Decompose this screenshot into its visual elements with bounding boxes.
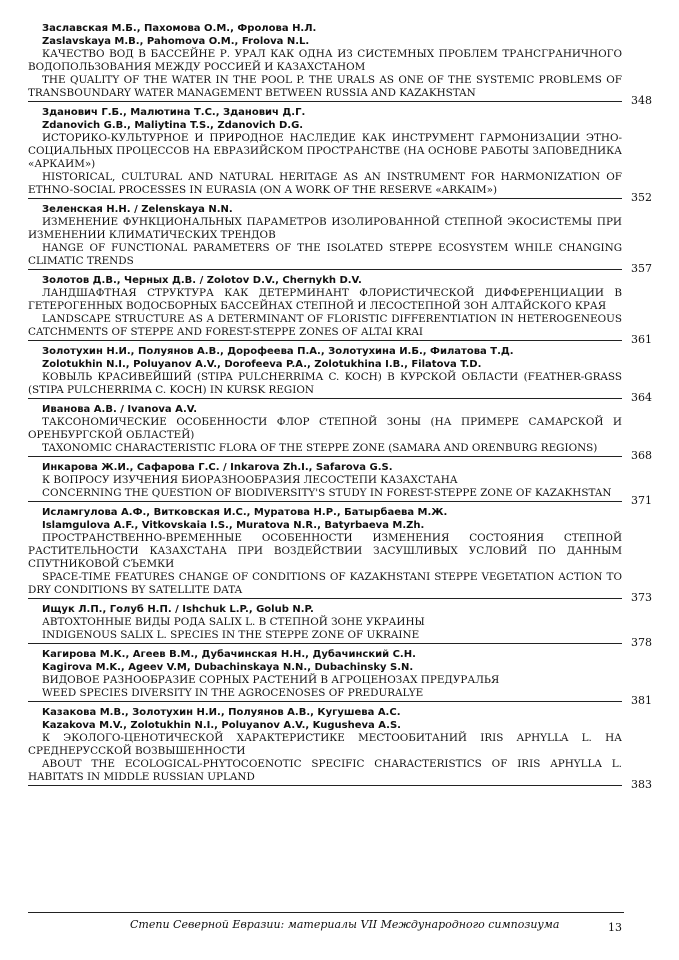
entry-title: К ВОПРОСУ ИЗУЧЕНИЯ БИОРАЗНООБРАЗИЯ ЛЕСОСТЕПИ КАЗАХСТАНА [42,474,458,486]
entry-title: HISTORICAL, CULTURAL AND NATURAL HERITAGE AS AN INSTRUMENT FOR HARMONIZATION OF ETHNO-SOCIAL PROCESSES IN EURASIA (ON A WORK OF THE RESERVE «ARKAIM») [28,171,622,196]
entry-title: ИЗМЕНЕНИЕ ФУНКЦИОНАЛЬНЫХ ПАРАМЕТРОВ ИЗОЛИРОВАННОЙ СТЕПНОЙ ЭКОСИСТЕМЫ ПРИ ИЗМЕНЕНИИ КЛИМАТИЧЕСКИХ ТРЕНДОВ [28,216,622,241]
footer-divider [28,912,624,913]
entry-authors: Зданович Г.Б., Малютина Т.С., Зданович Д.Г. [42,107,306,118]
entry-authors: Кагирова М.К., Агеев В.М., Дубачинская Н.Н., Дубачинский С.Н. [42,649,416,660]
entry-title: WEED SPECIES DIVERSITY IN THE AGROCENOSES OF PREDURALYE [42,687,424,699]
toc-entry [28,20,652,107]
entry-page-number: 357 [631,262,652,275]
entry-page-number: 378 [631,636,652,649]
toc-entry [28,272,652,346]
entry-title: ВИДОВОЕ РАЗНООБРАЗИЕ СОРНЫХ РАСТЕНИЙ В АГРОЦЕНОЗАХ ПРЕДУРАЛЬЯ [42,674,500,686]
toc-entry [28,459,652,507]
entry-title: THE QUALITY OF THE WATER IN THE POOL P. THE URALS AS ONE OF THE SYSTEMIC PROBLEMS OF TRANSBOUNDARY WATER MANAGEMENT BETWEEN RUSSIA AND KAZAKHSTAN [28,74,622,99]
entry-authors: Иванова А.В. / Ivanova A.V. [42,404,198,415]
entry-authors: Kagirova M.K., Ageev V.M, Dubachinskaya N.N., Dubachinsky S.N. [42,662,414,673]
entry-authors: Исламгулова А.Ф., Витковская И.С., Муратова Н.Р., Батырбаева М.Ж. [42,507,448,518]
toc-entry [28,504,652,604]
toc-entry [28,104,652,204]
entry-authors: Заславская М.Б., Пахомова О.М., Фролова Н.Л. [42,23,317,34]
toc-entry [28,201,652,275]
entry-authors: Zdanovich G.B., Maliytina T.S., Zdanovich D.G. [42,120,304,131]
entry-page-number: 371 [631,494,652,507]
entry-page-number: 352 [631,191,652,204]
toc-entry [28,704,652,791]
entry-title: К ЭКОЛОГО-ЦЕНОТИЧЕСКОЙ ХАРАКТЕРИСТИКЕ МЕСТООБИТАНИЙ IRIS APHYLLA L. НА СРЕДНЕРУССКОЙ ВОЗВЫШЕННОСТИ [28,732,622,757]
entry-authors: Islamgulova A.F., Vitkovskaia I.S., Muratova N.R., Batyrbaeva M.Zh. [42,520,425,531]
entry-page-number: 381 [631,694,652,707]
entry-page-number: 361 [631,333,652,346]
entry-page-number: 368 [631,449,652,462]
toc-entry [28,401,652,462]
entry-title: ИСТОРИКО-КУЛЬТУРНОЕ И ПРИРОДНОЕ НАСЛЕДИЕ КАК ИНСТРУМЕНТ ГАРМОНИЗАЦИИ ЭТНО-СОЦИАЛЬНЫХ ПРОЦЕССОВ НА ЕВРАЗИЙСКОМ ПРОСТРАНСТВЕ (НА ОСНОВЕ РАБОТЫ ЗАПОВЕДНИКА «АРКАИМ») [28,132,622,170]
entry-authors: Kazakova M.V., Zolotukhin N.I., Poluyanov A.V., Kugusheva A.S. [42,720,401,731]
entry-title: INDIGENOUS SALIX L. SPECIES IN THE STEPPE ZONE OF UKRAINE [42,629,420,641]
entry-title: LANDSCAPE STRUCTURE AS A DETERMINANT OF FLORISTIC DIFFERENTIATION IN HETEROGENEOUS CATCHMENTS OF STEPPE AND FOREST-STEPPE ZONES OF ALTAI KRAI [28,313,622,338]
entry-page-number: 383 [631,778,652,791]
entry-title: КАЧЕСТВО ВОД В БАССЕЙНЕ Р. УРАЛ КАК ОДНА ИЗ СИСТЕМНЫХ ПРОБЛЕМ ТРАНСГРАНИЧНОГО ВОДОПОЛЬЗОВАНИЯ МЕЖДУ РОССИЕЙ И КАЗАХСТАНОМ [28,48,622,73]
entry-authors: Золотухин Н.И., Полуянов А.В., Дорофеева П.А., Золотухина И.Б., Филатова Т.Д. [42,346,514,357]
entry-page-number: 364 [631,391,652,404]
entry-title: КОВЫЛЬ КРАСИВЕЙШИЙ (STIPA PULCHERRIMA C. KOCH) В КУРСКОЙ ОБЛАСТИ (FEATHER-GRASS (STIPA PULCHERRIMA C. KOCH) IN KURSK REGION [28,371,622,396]
entry-authors: Золотов Д.В., Черных Д.В. / Zolotov D.V., Chernykh D.V. [42,275,362,286]
entry-authors: Ищук Л.П., Голуб Н.П. / Ishchuk L.P., Golub N.P. [42,604,314,615]
entry-title: АВТОХТОННЫЕ ВИДЫ РОДА SALIX L. В СТЕПНОЙ ЗОНЕ УКРАИНЫ [42,616,425,628]
entry-title: ТАКСОНОМИЧЕСКИЕ ОСОБЕННОСТИ ФЛОР СТЕПНОЙ ЗОНЫ (НА ПРИМЕРЕ САМАРСКОЙ И ОРЕНБУРГСКОЙ ОБЛАСТЕЙ) [28,416,622,441]
entry-title: ABOUT THE ECOLOGICAL-PHYTOCOENOTIC SPECIFIC CHARACTERISTICS OF IRIS APHYLLA L. HABITATS IN MIDDLE RUSSIAN UPLAND [28,758,622,783]
entry-authors: Зеленская Н.Н. / Zelenskaya N.N. [42,204,233,215]
toc-entry [28,646,652,707]
entry-authors: Инкарова Ж.И., Сафарова Г.С. / Inkarova Zh.I., Safarova G.S. [42,462,393,473]
table-of-contents [28,20,652,791]
footer-publication-title: Степи Северной Евразии: материалы VII Международного симпозиума [130,918,560,931]
entry-title: TAXONOMIC CHARACTERISTIC FLORA OF THE STEPPE ZONE (SAMARA AND ORENBURG REGIONS) [42,442,598,454]
entry-page-number: 373 [631,591,652,604]
entry-page-number: 348 [631,94,652,107]
toc-entry [28,601,652,649]
entry-title: CONCERNING THE QUESTION OF BIODIVERSITY'S STUDY IN FOREST-STEPPE ZONE OF KAZAKHSTAN [42,487,612,499]
entry-title: SPACE-TIME FEATURES CHANGE OF CONDITIONS OF KAZAKHSTANI STEPPE VEGETATION ACTION TO DRY CONDITIONS BY SATELLITE DATA [28,571,622,596]
entry-title: HANGE OF FUNCTIONAL PARAMETERS OF THE ISOLATED STEPPE ECOSYSTEM WHILE CHANGING CLIMATIC TRENDS [28,242,622,267]
entry-title: ЛАНДШАФТНАЯ СТРУКТУРА КАК ДЕТЕРМИНАНТ ФЛОРИСТИЧЕСКОЙ ДИФФЕРЕНЦИАЦИИ В ГЕТЕРОГЕННЫХ ВОДОСБОРНЫХ БАССЕЙНАХ СТЕПНОЙ И ЛЕСОСТЕПНОЙ ЗОН АЛТАЙСКОГО КРАЯ [28,287,622,312]
entry-title: ПРОСТРАНСТВЕННО-ВРЕМЕННЫЕ ОСОБЕННОСТИ ИЗМЕНЕНИЯ СОСТОЯНИЯ СТЕПНОЙ РАСТИТЕЛЬНОСТИ КАЗАХСТАНА ПРИ ВОЗДЕЙСТВИИ ЗАСУШЛИВЫХ УСЛОВИЙ ПО ДАННЫМ СПУТНИКОВОЙ СЪЕМКИ [28,532,622,570]
footer-page-number: 13 [608,921,622,934]
entry-authors: Казакова М.В., Золотухин Н.И., Полуянов А.В., Кугушева А.С. [42,707,401,718]
toc-entry [28,343,652,404]
entry-authors: Zaslavskaya M.B., Pahomova O.M., Frolova N.L. [42,36,310,47]
entry-authors: Zolotukhin N.I., Poluyanov A.V., Dorofeeva P.A., Zolotukhina I.B., Filatova T.D. [42,359,482,370]
